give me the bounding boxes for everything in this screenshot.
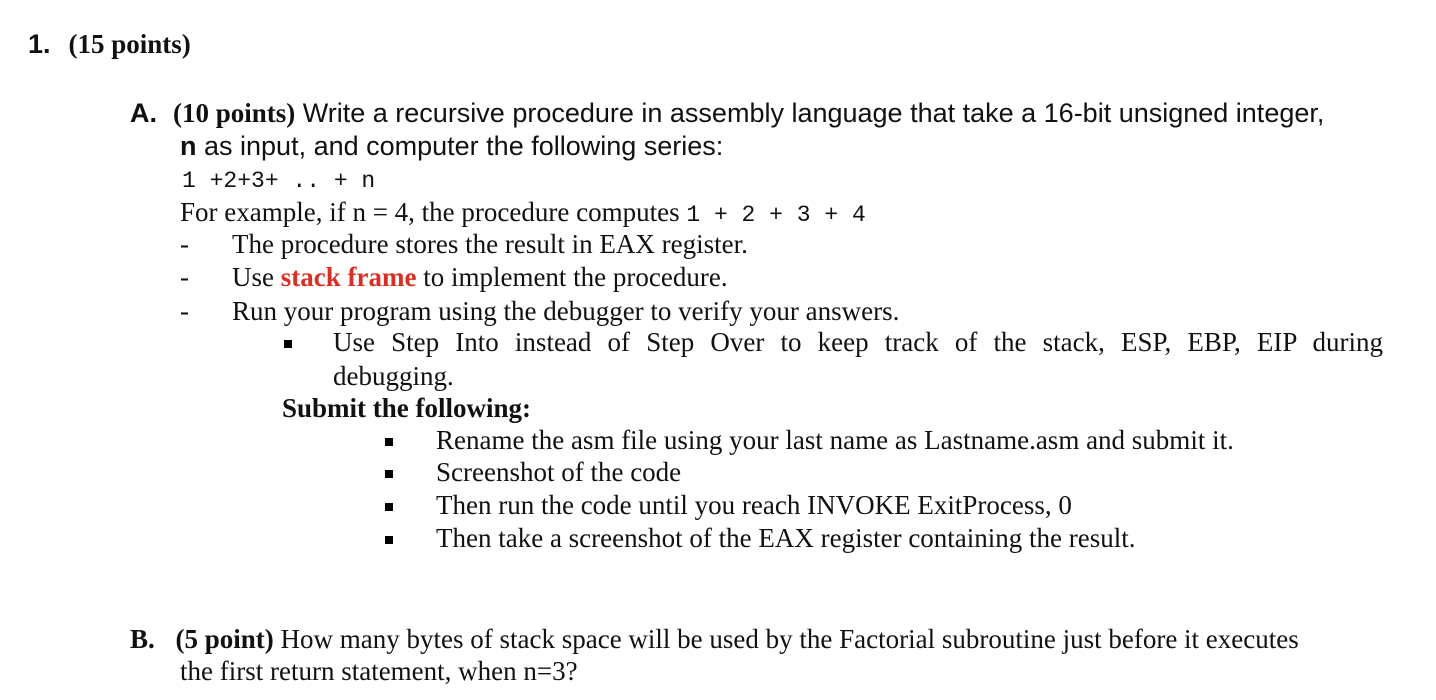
part-a-points: (10 points)	[173, 98, 296, 128]
bullet-stack-frame-pre: Use	[232, 262, 281, 292]
part-b-letter: B.	[130, 624, 155, 654]
part-a-prompt-line-1: Write a recursive procedure in assembly language that take a 16-bit unsigned integer,	[295, 98, 1325, 128]
sub-bullet-step-into-line-1: Use Step Into instead of Step Over to keep track of the stack, ESP, EBP, EIP during	[333, 327, 1383, 357]
square-bullet-icon	[385, 503, 393, 511]
dash-bullet: -	[180, 262, 189, 292]
variable-n: n	[180, 131, 197, 161]
submit-item-run-code: Then run the code until you reach INVOKE ExitProcess, 0	[436, 490, 1072, 520]
square-bullet-icon	[385, 470, 393, 478]
bullet-stack-frame	[232, 262, 728, 293]
series-expression: 1 +2+3+ .. + n	[182, 168, 376, 194]
part-a-line-1	[130, 98, 1324, 129]
dash-bullet: -	[180, 296, 189, 326]
example-line	[180, 197, 866, 228]
square-bullet-icon	[385, 438, 393, 446]
bullet-stack-frame-post: to implement the procedure.	[416, 262, 728, 292]
part-b-prompt-line-2: the first return statement, when n=3?	[180, 656, 578, 686]
submit-item-rename: Rename the asm file using your last name as Lastname.asm and submit it.	[436, 425, 1234, 455]
part-a-line-2	[180, 131, 723, 162]
part-b-line-1	[130, 624, 1299, 655]
stack-frame-highlight: stack frame	[280, 262, 417, 292]
square-bullet-icon	[385, 536, 393, 544]
sub-bullet-step-into-line-2: debugging.	[333, 361, 454, 391]
bullet-run-debugger: Run your program using the debugger to verify your answers.	[232, 296, 900, 326]
example-text: For example, if n = 4, the procedure computes	[180, 197, 687, 227]
dash-bullet: -	[180, 229, 189, 259]
square-bullet-icon	[284, 340, 292, 348]
example-code: 1 + 2 + 3 + 4	[686, 202, 866, 228]
part-a-letter: A.	[130, 98, 157, 128]
question-number: 1.	[28, 29, 51, 59]
part-a-prompt-line-2: as input, and computer the following series:	[196, 131, 724, 161]
part-b-points: (5 point)	[175, 624, 274, 654]
question-header	[28, 29, 191, 63]
part-b-prompt-line-1: How many bytes of stack space will be used by the Factorial subroutine just before it executes	[273, 624, 1299, 654]
submit-item-code-screenshot: Screenshot of the code	[436, 457, 682, 487]
bullet-eax-result: The procedure stores the result in EAX register.	[232, 229, 748, 259]
submit-heading: Submit the following:	[282, 393, 532, 423]
submit-item-eax-screenshot: Then take a screenshot of the EAX register containing the result.	[436, 523, 1136, 553]
question-points: (15 points)	[68, 29, 191, 59]
